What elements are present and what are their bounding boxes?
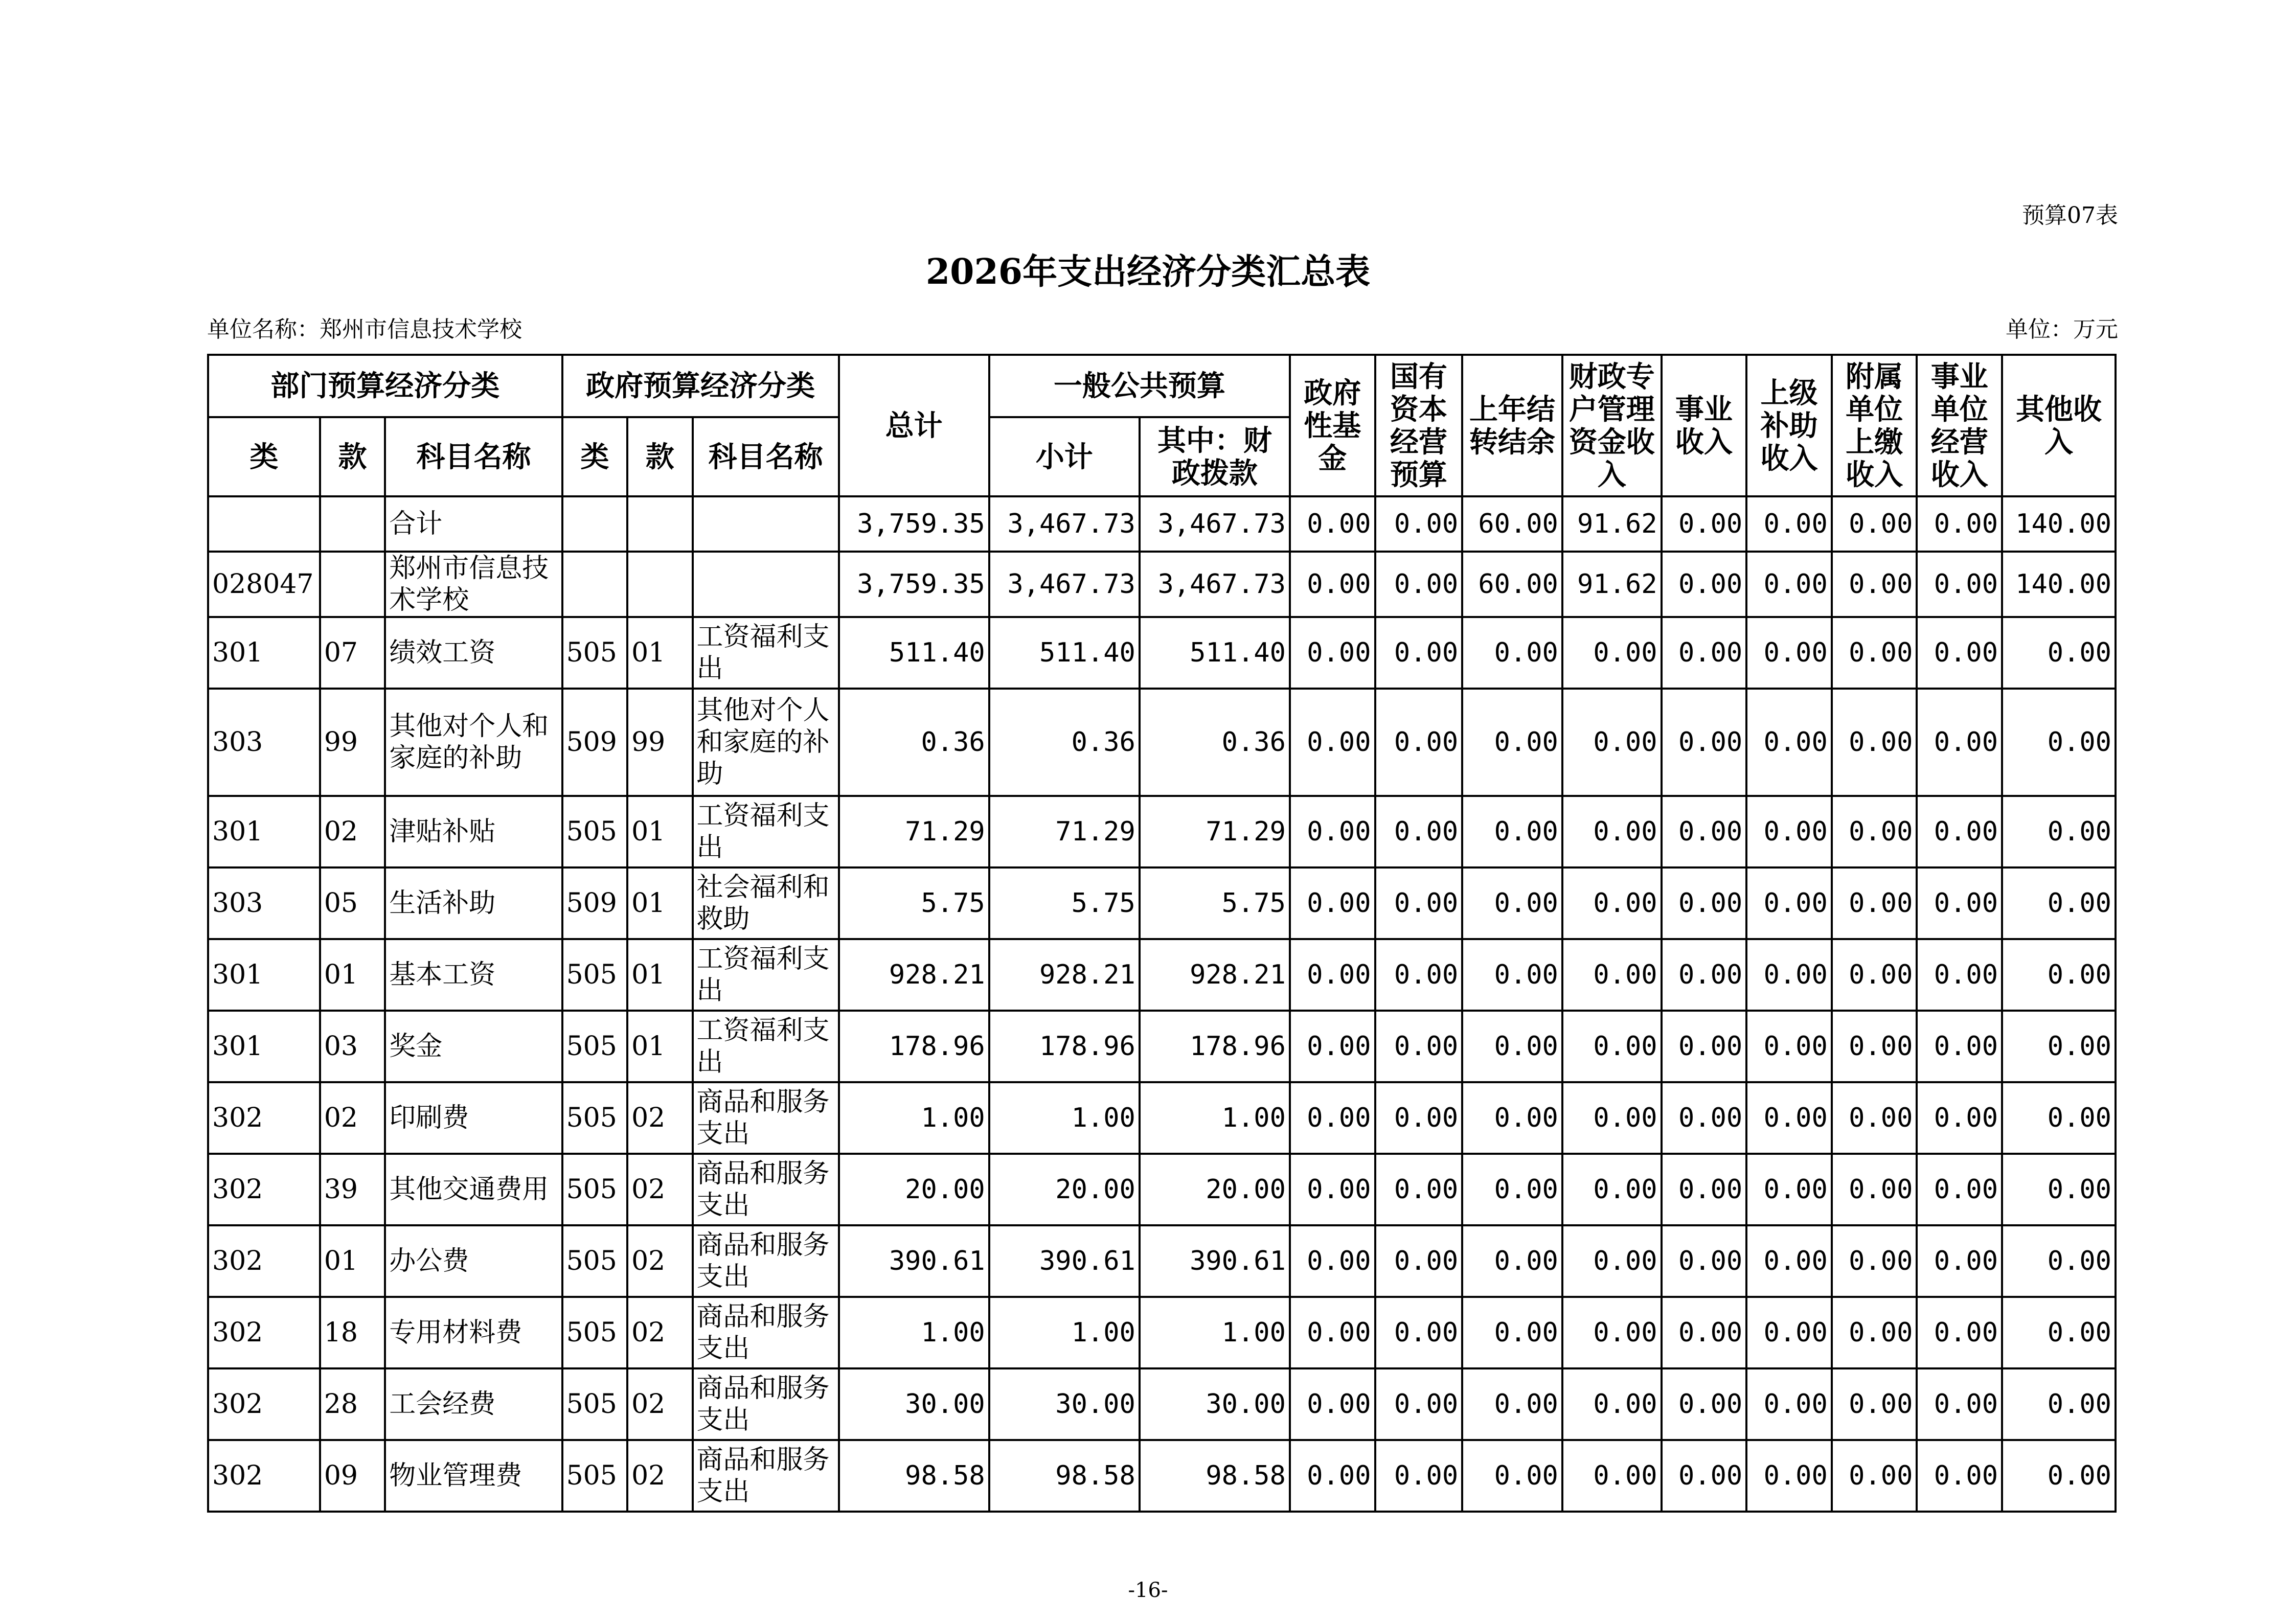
cell-business: 0.00 — [1662, 1154, 1747, 1225]
cell-fiscal: 3,467.73 — [1140, 552, 1290, 617]
form-number: 预算07表 — [2022, 202, 2118, 229]
cell-govfund: 0.00 — [1290, 939, 1375, 1011]
cell-subtotal: 928.21 — [989, 939, 1140, 1011]
table-body — [208, 496, 2116, 1512]
cell-gname: 工资福利支出 — [693, 1011, 839, 1082]
cell-dlei: 303 — [208, 689, 320, 796]
cell-affiliated: 0.00 — [1832, 689, 1917, 796]
cell-dname: 其他交通费用 — [385, 1154, 562, 1225]
cell-special: 0.00 — [1562, 1297, 1662, 1368]
cell-carry: 0.00 — [1462, 939, 1562, 1011]
cell-stateown: 0.00 — [1375, 1225, 1463, 1297]
cell-glei: 509 — [562, 867, 627, 939]
cell-fiscal: 1.00 — [1140, 1297, 1290, 1368]
cell-business: 0.00 — [1662, 796, 1747, 867]
cell-gkuan — [627, 496, 692, 552]
table-row — [208, 496, 2116, 552]
cell-operating: 0.00 — [1917, 1225, 2002, 1297]
cell-gkuan: 02 — [627, 1225, 692, 1297]
cell-affiliated: 0.00 — [1832, 1368, 1917, 1440]
cell-stateown: 0.00 — [1375, 1011, 1463, 1082]
table-row — [208, 1225, 2116, 1297]
cell-superior: 0.00 — [1746, 1011, 1832, 1082]
cell-carry: 0.00 — [1462, 1225, 1562, 1297]
cell-special: 0.00 — [1562, 1225, 1662, 1297]
cell-dname: 物业管理费 — [385, 1440, 562, 1512]
cell-superior: 0.00 — [1746, 939, 1832, 1011]
cell-operating: 0.00 — [1917, 1011, 2002, 1082]
cell-dname: 专用材料费 — [385, 1297, 562, 1368]
cell-govfund: 0.00 — [1290, 1297, 1375, 1368]
page-number: -16- — [1128, 1579, 1168, 1602]
cell-dkuan: 99 — [320, 689, 385, 796]
cell-dlei: 028047 — [208, 552, 320, 617]
cell-total: 1.00 — [839, 1297, 989, 1368]
cell-govfund: 0.00 — [1290, 867, 1375, 939]
cell-operating: 0.00 — [1917, 1368, 2002, 1440]
cell-subtotal: 5.75 — [989, 867, 1140, 939]
cell-total: 5.75 — [839, 867, 989, 939]
table-row — [208, 1011, 2116, 1082]
cell-special: 0.00 — [1562, 1154, 1662, 1225]
cell-gkuan: 01 — [627, 939, 692, 1011]
cell-special: 91.62 — [1562, 552, 1662, 617]
cell-stateown: 0.00 — [1375, 1082, 1463, 1154]
header-subtotal: 小计 — [989, 417, 1140, 496]
cell-superior: 0.00 — [1746, 867, 1832, 939]
cell-business: 0.00 — [1662, 689, 1747, 796]
cell-stateown: 0.00 — [1375, 552, 1463, 617]
cell-stateown: 0.00 — [1375, 1154, 1463, 1225]
cell-other: 140.00 — [2002, 552, 2116, 617]
cell-glei: 509 — [562, 689, 627, 796]
cell-dname: 津贴补贴 — [385, 796, 562, 867]
cell-dkuan: 01 — [320, 939, 385, 1011]
cell-other: 0.00 — [2002, 1440, 2116, 1512]
cell-affiliated: 0.00 — [1832, 1011, 1917, 1082]
cell-glei: 505 — [562, 1440, 627, 1512]
cell-gname: 社会福利和救助 — [693, 867, 839, 939]
cell-govfund: 0.00 — [1290, 617, 1375, 689]
cell-superior: 0.00 — [1746, 1368, 1832, 1440]
cell-superior: 0.00 — [1746, 1154, 1832, 1225]
cell-glei: 505 — [562, 1368, 627, 1440]
cell-glei: 505 — [562, 1082, 627, 1154]
cell-fiscal: 390.61 — [1140, 1225, 1290, 1297]
cell-operating: 0.00 — [1917, 617, 2002, 689]
cell-superior: 0.00 — [1746, 1297, 1832, 1368]
cell-special: 0.00 — [1562, 1082, 1662, 1154]
cell-dkuan: 02 — [320, 1082, 385, 1154]
cell-operating: 0.00 — [1917, 939, 2002, 1011]
cell-carry: 0.00 — [1462, 689, 1562, 796]
cell-gkuan: 01 — [627, 617, 692, 689]
cell-special: 0.00 — [1562, 617, 1662, 689]
cell-other: 0.00 — [2002, 1297, 2116, 1368]
cell-business: 0.00 — [1662, 1011, 1747, 1082]
cell-glei: 505 — [562, 617, 627, 689]
header-dept-group: 部门预算经济分类 — [208, 355, 562, 417]
table-row — [208, 1368, 2116, 1440]
cell-dkuan: 28 — [320, 1368, 385, 1440]
cell-govfund: 0.00 — [1290, 1225, 1375, 1297]
header-gov-subject: 科目名称 — [693, 417, 839, 496]
cell-dlei: 303 — [208, 867, 320, 939]
cell-gkuan: 99 — [627, 689, 692, 796]
header-operating: 事业单位经营收入 — [1917, 355, 2002, 496]
cell-govfund: 0.00 — [1290, 1440, 1375, 1512]
header-gov-lei: 类 — [562, 417, 627, 496]
cell-govfund: 0.00 — [1290, 496, 1375, 552]
cell-other: 0.00 — [2002, 1082, 2116, 1154]
cell-total: 3,759.35 — [839, 552, 989, 617]
cell-operating: 0.00 — [1917, 796, 2002, 867]
cell-business: 0.00 — [1662, 552, 1747, 617]
cell-gname — [693, 552, 839, 617]
cell-affiliated: 0.00 — [1832, 867, 1917, 939]
cell-dkuan — [320, 496, 385, 552]
cell-gkuan: 02 — [627, 1440, 692, 1512]
cell-superior: 0.00 — [1746, 1440, 1832, 1512]
cell-dlei: 301 — [208, 796, 320, 867]
cell-dlei: 302 — [208, 1297, 320, 1368]
cell-gkuan: 02 — [627, 1368, 692, 1440]
cell-other: 0.00 — [2002, 1154, 2116, 1225]
cell-special: 0.00 — [1562, 1368, 1662, 1440]
cell-operating: 0.00 — [1917, 1154, 2002, 1225]
cell-subtotal: 0.36 — [989, 689, 1140, 796]
cell-operating: 0.00 — [1917, 867, 2002, 939]
cell-carry: 0.00 — [1462, 1368, 1562, 1440]
cell-glei — [562, 552, 627, 617]
cell-total: 928.21 — [839, 939, 989, 1011]
cell-gname: 商品和服务支出 — [693, 1225, 839, 1297]
cell-subtotal: 3,467.73 — [989, 496, 1140, 552]
cell-dname: 奖金 — [385, 1011, 562, 1082]
cell-operating: 0.00 — [1917, 1297, 2002, 1368]
cell-superior: 0.00 — [1746, 1082, 1832, 1154]
cell-govfund: 0.00 — [1290, 1082, 1375, 1154]
cell-govfund: 0.00 — [1290, 552, 1375, 617]
cell-gname: 商品和服务支出 — [693, 1154, 839, 1225]
cell-operating: 0.00 — [1917, 1440, 2002, 1512]
cell-superior: 0.00 — [1746, 689, 1832, 796]
cell-dkuan: 18 — [320, 1297, 385, 1368]
cell-dlei: 301 — [208, 1011, 320, 1082]
header-gov-kuan: 款 — [627, 417, 692, 496]
cell-carry: 0.00 — [1462, 867, 1562, 939]
cell-other: 0.00 — [2002, 689, 2116, 796]
cell-glei — [562, 496, 627, 552]
cell-special: 91.62 — [1562, 496, 1662, 552]
cell-superior: 0.00 — [1746, 796, 1832, 867]
table-row — [208, 1440, 2116, 1512]
cell-dname: 办公费 — [385, 1225, 562, 1297]
cell-dkuan: 39 — [320, 1154, 385, 1225]
cell-fiscal: 928.21 — [1140, 939, 1290, 1011]
cell-govfund: 0.00 — [1290, 796, 1375, 867]
header-carry: 上年结转结余 — [1462, 355, 1562, 496]
cell-fiscal: 30.00 — [1140, 1368, 1290, 1440]
cell-dname: 合计 — [385, 496, 562, 552]
cell-gname: 商品和服务支出 — [693, 1440, 839, 1512]
cell-dlei: 301 — [208, 617, 320, 689]
cell-subtotal: 20.00 — [989, 1154, 1140, 1225]
cell-gkuan: 02 — [627, 1154, 692, 1225]
header-affiliated: 附属单位上缴收入 — [1832, 355, 1917, 496]
header-dept-subject: 科目名称 — [385, 417, 562, 496]
cell-affiliated: 0.00 — [1832, 617, 1917, 689]
header-dept-lei: 类 — [208, 417, 320, 496]
cell-affiliated: 0.00 — [1832, 1297, 1917, 1368]
cell-subtotal: 1.00 — [989, 1082, 1140, 1154]
header-gov-group: 政府预算经济分类 — [562, 355, 839, 417]
cell-glei: 505 — [562, 1225, 627, 1297]
cell-fiscal: 0.36 — [1140, 689, 1290, 796]
cell-other: 0.00 — [2002, 617, 2116, 689]
cell-subtotal: 71.29 — [989, 796, 1140, 867]
cell-stateown: 0.00 — [1375, 1297, 1463, 1368]
cell-carry: 0.00 — [1462, 796, 1562, 867]
cell-other: 0.00 — [2002, 939, 2116, 1011]
cell-fiscal: 3,467.73 — [1140, 496, 1290, 552]
cell-gname: 商品和服务支出 — [693, 1297, 839, 1368]
cell-gname: 工资福利支出 — [693, 939, 839, 1011]
cell-other: 0.00 — [2002, 796, 2116, 867]
cell-dname: 基本工资 — [385, 939, 562, 1011]
cell-subtotal: 30.00 — [989, 1368, 1140, 1440]
cell-stateown: 0.00 — [1375, 689, 1463, 796]
cell-operating: 0.00 — [1917, 1082, 2002, 1154]
cell-gkuan: 01 — [627, 796, 692, 867]
cell-gname: 其他对个人和家庭的补助 — [693, 689, 839, 796]
header-general-group: 一般公共预算 — [989, 355, 1290, 417]
header-special: 财政专户管理资金收入 — [1562, 355, 1662, 496]
cell-glei: 505 — [562, 1011, 627, 1082]
page-title: 2026年支出经济分类汇总表 — [925, 252, 1371, 292]
cell-stateown: 0.00 — [1375, 1368, 1463, 1440]
cell-dkuan — [320, 552, 385, 617]
cell-operating: 0.00 — [1917, 552, 2002, 617]
header-fiscal: 其中：财政拨款 — [1140, 417, 1290, 496]
cell-dlei: 302 — [208, 1225, 320, 1297]
header-govfund: 政府性基金 — [1290, 355, 1375, 496]
cell-carry: 60.00 — [1462, 552, 1562, 617]
cell-dname: 生活补助 — [385, 867, 562, 939]
cell-fiscal: 511.40 — [1140, 617, 1290, 689]
cell-business: 0.00 — [1662, 939, 1747, 1011]
cell-other: 0.00 — [2002, 1368, 2116, 1440]
expenditure-table — [207, 354, 2117, 1513]
header-other: 其他收入 — [2002, 355, 2116, 496]
cell-business: 0.00 — [1662, 1082, 1747, 1154]
cell-other: 0.00 — [2002, 1225, 2116, 1297]
cell-dlei: 301 — [208, 939, 320, 1011]
table-row — [208, 617, 2116, 689]
cell-total: 511.40 — [839, 617, 989, 689]
table-row — [208, 689, 2116, 796]
cell-dname: 工会经费 — [385, 1368, 562, 1440]
cell-total: 0.36 — [839, 689, 989, 796]
cell-business: 0.00 — [1662, 496, 1747, 552]
cell-dname: 印刷费 — [385, 1082, 562, 1154]
cell-dlei: 302 — [208, 1154, 320, 1225]
cell-gkuan: 01 — [627, 867, 692, 939]
cell-fiscal: 5.75 — [1140, 867, 1290, 939]
cell-fiscal: 98.58 — [1140, 1440, 1290, 1512]
cell-dname: 绩效工资 — [385, 617, 562, 689]
cell-govfund: 0.00 — [1290, 1011, 1375, 1082]
cell-business: 0.00 — [1662, 1225, 1747, 1297]
cell-carry: 0.00 — [1462, 1154, 1562, 1225]
table-row — [208, 796, 2116, 867]
cell-stateown: 0.00 — [1375, 796, 1463, 867]
cell-gkuan: 02 — [627, 1082, 692, 1154]
cell-superior: 0.00 — [1746, 1225, 1832, 1297]
cell-carry: 0.00 — [1462, 1011, 1562, 1082]
cell-dkuan: 09 — [320, 1440, 385, 1512]
cell-gname: 商品和服务支出 — [693, 1368, 839, 1440]
cell-subtotal: 390.61 — [989, 1225, 1140, 1297]
cell-govfund: 0.00 — [1290, 689, 1375, 796]
cell-special: 0.00 — [1562, 939, 1662, 1011]
cell-operating: 0.00 — [1917, 689, 2002, 796]
cell-other: 140.00 — [2002, 496, 2116, 552]
cell-glei: 505 — [562, 939, 627, 1011]
cell-dlei: 302 — [208, 1440, 320, 1512]
table-row — [208, 1082, 2116, 1154]
header-total: 总计 — [839, 355, 989, 496]
cell-dkuan: 05 — [320, 867, 385, 939]
cell-dkuan: 03 — [320, 1011, 385, 1082]
cell-affiliated: 0.00 — [1832, 1225, 1917, 1297]
cell-carry: 0.00 — [1462, 617, 1562, 689]
cell-subtotal: 98.58 — [989, 1440, 1140, 1512]
cell-stateown: 0.00 — [1375, 939, 1463, 1011]
cell-subtotal: 1.00 — [989, 1297, 1140, 1368]
cell-total: 71.29 — [839, 796, 989, 867]
cell-total: 178.96 — [839, 1011, 989, 1082]
cell-total: 30.00 — [839, 1368, 989, 1440]
cell-special: 0.00 — [1562, 689, 1662, 796]
cell-gname — [693, 496, 839, 552]
cell-stateown: 0.00 — [1375, 867, 1463, 939]
cell-affiliated: 0.00 — [1832, 1082, 1917, 1154]
cell-business: 0.00 — [1662, 617, 1747, 689]
cell-gkuan: 02 — [627, 1297, 692, 1368]
cell-dkuan: 07 — [320, 617, 385, 689]
cell-total: 98.58 — [839, 1440, 989, 1512]
cell-superior: 0.00 — [1746, 617, 1832, 689]
cell-special: 0.00 — [1562, 1011, 1662, 1082]
cell-other: 0.00 — [2002, 867, 2116, 939]
cell-subtotal: 3,467.73 — [989, 552, 1140, 617]
cell-affiliated: 0.00 — [1832, 796, 1917, 867]
cell-subtotal: 178.96 — [989, 1011, 1140, 1082]
cell-govfund: 0.00 — [1290, 1368, 1375, 1440]
header-business: 事业收入 — [1662, 355, 1747, 496]
table-row — [208, 867, 2116, 939]
table-row — [208, 939, 2116, 1011]
cell-business: 0.00 — [1662, 867, 1747, 939]
cell-dlei: 302 — [208, 1082, 320, 1154]
cell-business: 0.00 — [1662, 1297, 1747, 1368]
cell-gkuan: 01 — [627, 1011, 692, 1082]
cell-dlei — [208, 496, 320, 552]
unit-label: 单位：万元 — [2006, 316, 2118, 342]
cell-glei: 505 — [562, 1154, 627, 1225]
cell-carry: 0.00 — [1462, 1082, 1562, 1154]
cell-superior: 0.00 — [1746, 496, 1832, 552]
cell-gkuan — [627, 552, 692, 617]
cell-subtotal: 511.40 — [989, 617, 1140, 689]
cell-fiscal: 20.00 — [1140, 1154, 1290, 1225]
cell-dlei: 302 — [208, 1368, 320, 1440]
cell-stateown: 0.00 — [1375, 496, 1463, 552]
cell-affiliated: 0.00 — [1832, 1440, 1917, 1512]
cell-glei: 505 — [562, 1297, 627, 1368]
cell-affiliated: 0.00 — [1832, 1154, 1917, 1225]
header-dept-kuan: 款 — [320, 417, 385, 496]
cell-fiscal: 71.29 — [1140, 796, 1290, 867]
cell-gname: 工资福利支出 — [693, 617, 839, 689]
cell-dname: 郑州市信息技术学校 — [385, 552, 562, 617]
cell-carry: 0.00 — [1462, 1440, 1562, 1512]
header-stateown: 国有资本经营预算 — [1375, 355, 1463, 496]
cell-carry: 60.00 — [1462, 496, 1562, 552]
cell-special: 0.00 — [1562, 867, 1662, 939]
cell-business: 0.00 — [1662, 1440, 1747, 1512]
table-row — [208, 552, 2116, 617]
cell-dname: 其他对个人和家庭的补助 — [385, 689, 562, 796]
cell-stateown: 0.00 — [1375, 617, 1463, 689]
cell-fiscal: 1.00 — [1140, 1082, 1290, 1154]
cell-govfund: 0.00 — [1290, 1154, 1375, 1225]
cell-glei: 505 — [562, 796, 627, 867]
cell-carry: 0.00 — [1462, 1297, 1562, 1368]
cell-stateown: 0.00 — [1375, 1440, 1463, 1512]
cell-special: 0.00 — [1562, 796, 1662, 867]
cell-fiscal: 178.96 — [1140, 1011, 1290, 1082]
cell-gname: 商品和服务支出 — [693, 1082, 839, 1154]
cell-superior: 0.00 — [1746, 552, 1832, 617]
cell-affiliated: 0.00 — [1832, 496, 1917, 552]
cell-special: 0.00 — [1562, 1440, 1662, 1512]
cell-affiliated: 0.00 — [1832, 552, 1917, 617]
cell-business: 0.00 — [1662, 1368, 1747, 1440]
cell-dkuan: 02 — [320, 796, 385, 867]
unit-name: 单位名称：郑州市信息技术学校 — [207, 316, 522, 342]
header-superior: 上级补助收入 — [1746, 355, 1832, 496]
cell-affiliated: 0.00 — [1832, 939, 1917, 1011]
table-row — [208, 1154, 2116, 1225]
cell-dkuan: 01 — [320, 1225, 385, 1297]
cell-total: 390.61 — [839, 1225, 989, 1297]
table-row — [208, 1297, 2116, 1368]
cell-total: 3,759.35 — [839, 496, 989, 552]
cell-other: 0.00 — [2002, 1011, 2116, 1082]
cell-total: 1.00 — [839, 1082, 989, 1154]
cell-gname: 工资福利支出 — [693, 796, 839, 867]
cell-total: 20.00 — [839, 1154, 989, 1225]
cell-operating: 0.00 — [1917, 496, 2002, 552]
